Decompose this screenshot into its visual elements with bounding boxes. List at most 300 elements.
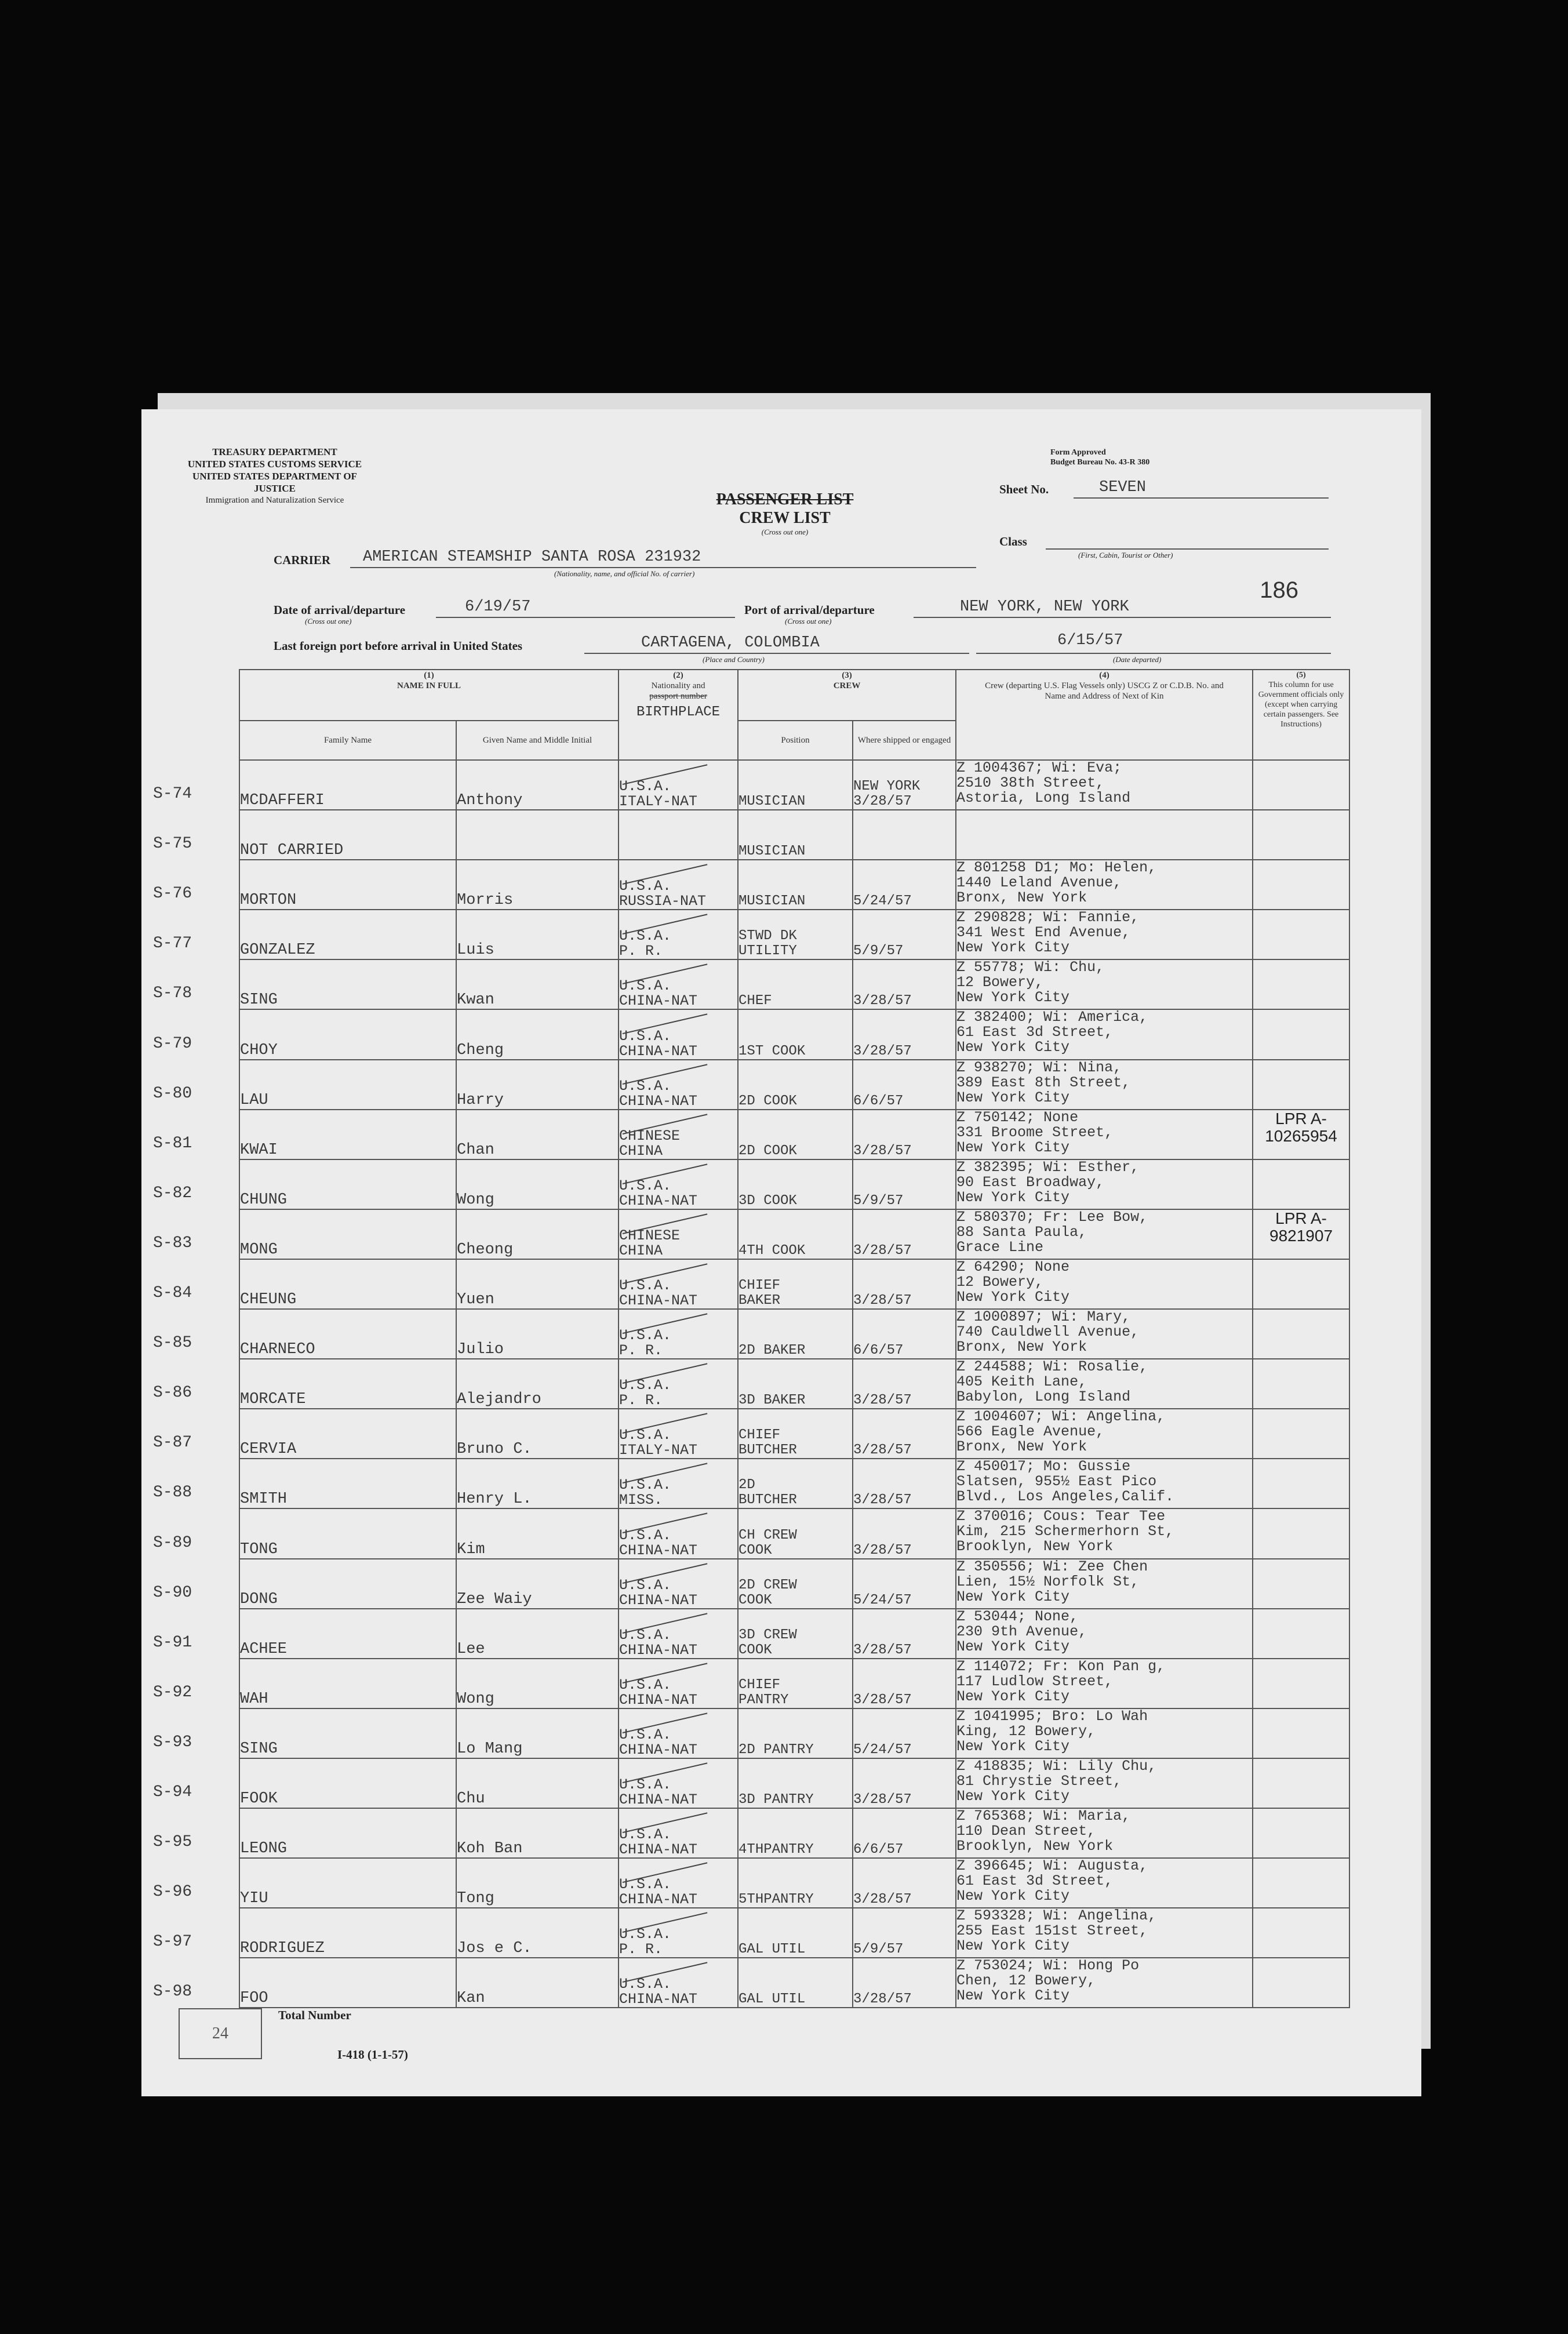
crew-row: [239, 810, 1349, 860]
nationality-cell: [619, 1858, 738, 1908]
position-cell: 2D CREW COOK: [738, 1559, 853, 1609]
position-cell: CHIEF BUTCHER: [738, 1409, 853, 1459]
crew-row: [239, 1459, 1349, 1508]
position-cell: 2D COOK: [738, 1110, 853, 1159]
next-of-kin-cell: Z 114072; Fr: Kon Pan g, 117 Ludlow Street, New York City: [956, 1659, 1253, 1708]
crew-row: [239, 1858, 1349, 1908]
official-note-cell: [1253, 1009, 1349, 1059]
shipped-cell: 3/28/57: [853, 1359, 956, 1409]
official-note-cell: [1253, 1808, 1349, 1858]
nationality-line-2: MISS.: [619, 1492, 663, 1509]
arrival-port-value: NEW YORK, NEW YORK: [960, 598, 1129, 616]
nationality-cell: [619, 910, 738, 959]
position-cell: MUSICIAN: [738, 860, 853, 910]
official-note-cell: [1253, 1459, 1349, 1508]
given-name-cell: Harry: [456, 1060, 619, 1110]
row-number: S-98: [153, 1983, 192, 2001]
row-number: S-87: [153, 1434, 192, 1452]
shipped-cell: 3/28/57: [853, 1609, 956, 1659]
given-name-cell: Lee: [456, 1609, 619, 1659]
official-note-cell: [1253, 1309, 1349, 1359]
family-name-cell: MORCATE: [239, 1359, 456, 1409]
nationality-line-2: RUSSIA-NAT: [619, 893, 707, 910]
nationality-line-1: U.S.A.: [619, 1327, 672, 1344]
crew-row: [239, 1958, 1349, 2008]
nationality-line-1: U.S.A.: [619, 1676, 672, 1693]
nationality-cell: [619, 1908, 738, 1958]
nationality-cell: [619, 1060, 738, 1110]
next-of-kin-cell: Z 765368; Wi: Maria, 110 Dean Street, Brooklyn, New York: [956, 1808, 1253, 1858]
row-number: S-90: [153, 1583, 192, 1602]
agency-line-1: TREASURY DEPARTMENT: [212, 446, 337, 457]
nationality-cell: [619, 959, 738, 1009]
nationality-line-1: U.S.A.: [619, 1776, 672, 1793]
shipped-cell: 6/6/57: [853, 1060, 956, 1110]
col3-number: (3): [842, 671, 852, 680]
sheet-stamp-number: 186: [1260, 577, 1298, 603]
crew-rows: [239, 760, 1349, 2008]
crew-row: [239, 1159, 1349, 1209]
crew-table: [239, 669, 1350, 2008]
official-note-cell: [1253, 910, 1349, 959]
given-name-cell: Henry L.: [456, 1459, 619, 1508]
official-note-cell: [1253, 760, 1349, 810]
nationality-cell: [619, 1758, 738, 1808]
family-name-cell: MONG: [239, 1209, 456, 1259]
nationality-line-1: U.S.A.: [619, 1177, 672, 1194]
form-code: I-418 (1-1-57): [337, 2048, 408, 2062]
nationality-cell: [619, 1808, 738, 1858]
row-number: S-91: [153, 1633, 192, 1652]
shipped-cell: NEW YORK 3/28/57: [853, 760, 956, 810]
family-name-cell: FOO: [239, 1958, 456, 2008]
given-name-cell: Julio: [456, 1309, 619, 1359]
nationality-cell: [619, 1309, 738, 1359]
nationality-line-2: ITALY-NAT: [619, 1442, 698, 1459]
official-note-cell: [1253, 1559, 1349, 1609]
family-name-header: Family Name: [239, 721, 456, 760]
given-name-cell: Luis: [456, 910, 619, 959]
official-note-cell: [1253, 959, 1349, 1009]
class-note: (First, Cabin, Tourist or Other): [1078, 551, 1173, 559]
row-number: S-89: [153, 1533, 192, 1552]
official-note-cell: [1253, 810, 1349, 860]
family-name-cell: SING: [239, 1708, 456, 1758]
next-of-kin-cell: Z 418835; Wi: Lily Chu, 81 Chrystie Street, New York City: [956, 1758, 1253, 1808]
position-cell: 3D PANTRY: [738, 1758, 853, 1808]
row-number: S-83: [153, 1234, 192, 1252]
crew-row: [239, 910, 1349, 959]
given-name-cell: Yuen: [456, 1259, 619, 1309]
given-name-cell: Anthony: [456, 760, 619, 810]
col1-title: NAME IN FULL: [397, 681, 461, 690]
arrival-port-note: (Cross out one): [785, 617, 832, 626]
crew-row: [239, 1508, 1349, 1558]
arrival-port-line: [914, 617, 1331, 618]
arrival-date-label: Date of arrival/departure: [274, 603, 406, 617]
col4-number: (4): [1099, 671, 1109, 680]
family-name-cell: YIU: [239, 1858, 456, 1908]
position-cell: GAL UTIL: [738, 1908, 853, 1958]
family-name-cell: CERVIA: [239, 1409, 456, 1459]
position-cell: CHIEF BAKER: [738, 1259, 853, 1309]
nationality-line-1: U.S.A.: [619, 1027, 672, 1045]
official-note-cell: [1253, 1060, 1349, 1110]
nationality-line-2: CHINA: [619, 1242, 663, 1259]
shipped-cell: 3/28/57: [853, 1508, 956, 1558]
sheet-number-label: Sheet No.: [999, 482, 1049, 496]
position-cell: 2D COOK: [738, 1060, 853, 1110]
approval-line-2: Budget Bureau No. 43-R 380: [1050, 458, 1150, 467]
nationality-cell: [619, 760, 738, 810]
official-note-cell: [1253, 860, 1349, 910]
nationality-cell: [619, 1409, 738, 1459]
given-name-cell: Chan: [456, 1110, 619, 1159]
nationality-cell: [619, 1259, 738, 1309]
nationality-line-2: CHINA-NAT: [619, 1841, 698, 1859]
position-cell: MUSICIAN: [738, 760, 853, 810]
nationality-line-1: U.S.A.: [619, 1826, 672, 1844]
nationality-line-1: U.S.A.: [619, 1926, 672, 1943]
shipped-cell: 3/28/57: [853, 959, 956, 1009]
family-name-cell: RODRIGUEZ: [239, 1908, 456, 1958]
col2-struck: passport number: [649, 692, 707, 701]
row-number: S-97: [153, 1933, 192, 1951]
row-number: S-88: [153, 1484, 192, 1502]
carrier-line: [350, 567, 976, 568]
nationality-line-2: CHINA-NAT: [619, 1741, 698, 1758]
given-name-cell: Wong: [456, 1659, 619, 1708]
position-cell: CHEF: [738, 959, 853, 1009]
passenger-list-title: PASSENGER LIST: [716, 490, 854, 508]
nationality-line-2: CHINA-NAT: [619, 1691, 698, 1708]
crew-row: [239, 1708, 1349, 1758]
nationality-line-2: CHINA-NAT: [619, 1641, 698, 1659]
position-cell: 1ST COOK: [738, 1009, 853, 1059]
nationality-line-1: CHINESE: [619, 1227, 681, 1244]
position-cell: 4THPANTRY: [738, 1808, 853, 1858]
family-name-cell: MCDAFFERI: [239, 760, 456, 810]
nationality-line-2: P. R.: [619, 943, 663, 960]
given-name-cell: Jos e C.: [456, 1908, 619, 1958]
position-cell: 2D PANTRY: [738, 1708, 853, 1758]
row-number: S-79: [153, 1034, 192, 1053]
nationality-line-2: CHINA-NAT: [619, 1591, 698, 1609]
given-name-cell: Wong: [456, 1159, 619, 1209]
nationality-cell: [619, 1659, 738, 1708]
nationality-cell: [619, 1359, 738, 1409]
family-name-cell: CHUNG: [239, 1159, 456, 1209]
shipped-cell: 3/28/57: [853, 1958, 956, 2008]
family-name-cell: SMITH: [239, 1459, 456, 1508]
crew-row: [239, 1309, 1349, 1359]
row-number: S-84: [153, 1284, 192, 1302]
nationality-line-1: U.S.A.: [619, 1077, 672, 1095]
family-name-cell: KWAI: [239, 1110, 456, 1159]
nationality-cell: [619, 860, 738, 910]
row-number: S-74: [153, 785, 192, 803]
nationality-cell: [619, 1159, 738, 1209]
next-of-kin-cell: Z 53044; None, 230 9th Avenue, New York City: [956, 1609, 1253, 1659]
family-name-cell: FOOK: [239, 1758, 456, 1808]
approval-line-1: Form Approved: [1050, 448, 1106, 457]
total-number-box: 24: [179, 2008, 262, 2059]
position-cell: GAL UTIL: [738, 1958, 853, 2008]
official-note-cell: [1253, 1259, 1349, 1309]
official-note-cell: [1253, 1958, 1349, 2008]
nationality-cell: [619, 1508, 738, 1558]
official-note-cell: [1253, 1858, 1349, 1908]
position-cell: 3D COOK: [738, 1159, 853, 1209]
form-title: [663, 490, 907, 537]
family-name-cell: CHOY: [239, 1009, 456, 1059]
given-name-cell: Kan: [456, 1958, 619, 2008]
position-cell: MUSICIAN: [738, 810, 853, 860]
nationality-line-2: CHINA-NAT: [619, 1891, 698, 1908]
nationality-line-1: U.S.A.: [619, 977, 672, 995]
position-cell: CH CREW COOK: [738, 1508, 853, 1558]
shipped-cell: 3/28/57: [853, 1009, 956, 1059]
shipped-cell: 5/9/57: [853, 1908, 956, 1958]
last-port-line: [584, 653, 969, 654]
last-port-date-note: (Date departed): [1113, 655, 1162, 664]
next-of-kin-cell: Z 1041995; Bro: Lo Wah King, 12 Bowery, New York City: [956, 1708, 1253, 1758]
position-cell: 3D CREW COOK: [738, 1609, 853, 1659]
nationality-cell: [619, 1009, 738, 1059]
class-line: [1046, 548, 1329, 550]
carrier-value: AMERICAN STEAMSHIP SANTA ROSA 231932: [363, 548, 701, 566]
nationality-line-1: U.S.A.: [619, 1626, 672, 1644]
shipped-cell: 5/24/57: [853, 1559, 956, 1609]
nationality-line-1: U.S.A.: [619, 1477, 672, 1494]
next-of-kin-cell: Z 396645; Wi: Augusta, 61 East 3d Street, New York City: [956, 1858, 1253, 1908]
official-note-cell: [1253, 1409, 1349, 1459]
position-cell: 3D BAKER: [738, 1359, 853, 1409]
official-note-cell: [1253, 1359, 1349, 1409]
last-port-note: (Place and Country): [703, 655, 765, 664]
col4-title: Crew (departing U.S. Flag Vessels only) USCG Z or C.D.B. No. and Name and Address of Next of Kin: [985, 681, 1224, 701]
given-name-cell: Lo Mang: [456, 1708, 619, 1758]
next-of-kin-cell: Z 938270; Wi: Nina, 389 East 8th Street, New York City: [956, 1060, 1253, 1110]
row-number: S-77: [153, 935, 192, 953]
next-of-kin-cell: Z 350556; Wi: Zee Chen Lien, 15½ Norfolk St, New York City: [956, 1559, 1253, 1609]
family-name-cell: DONG: [239, 1559, 456, 1609]
row-number: S-76: [153, 885, 192, 903]
next-of-kin-cell: Z 290828; Wi: Fannie, 341 West End Avenue, New York City: [956, 910, 1253, 959]
agency-line-2: UNITED STATES CUSTOMS SERVICE: [187, 459, 362, 470]
crew-row: [239, 860, 1349, 910]
carrier-note: (Nationality, name, and official No. of carrier): [554, 569, 695, 578]
given-name-cell: Bruno C.: [456, 1409, 619, 1459]
col1-number: (1): [424, 671, 434, 680]
next-of-kin-cell: Z 382400; Wi: America, 61 East 3d Street, New York City: [956, 1009, 1253, 1059]
official-note-cell: [1253, 1908, 1349, 1958]
crew-row: [239, 959, 1349, 1009]
crew-row: [239, 1060, 1349, 1110]
nationality-line-2: CHINA-NAT: [619, 1791, 698, 1808]
nationality-cell: [619, 1459, 738, 1508]
title-cross-out-note: (Cross out one): [761, 528, 809, 536]
nationality-line-1: U.S.A.: [619, 1876, 672, 1893]
crew-row: [239, 1209, 1349, 1259]
col5-number: (5): [1296, 671, 1306, 679]
nationality-line-1: U.S.A.: [619, 1976, 672, 1993]
next-of-kin-cell: Z 382395; Wi: Esther, 90 East Broadway, New York City: [956, 1159, 1253, 1209]
next-of-kin-cell: Z 370016; Cous: Tear Tee Kim, 215 Schermerhorn St, Brooklyn, New York: [956, 1508, 1253, 1558]
position-cell: 5THPANTRY: [738, 1858, 853, 1908]
crew-list-title: CREW LIST: [739, 509, 831, 527]
nationality-line-2: P. R.: [619, 1392, 663, 1409]
position-cell: CHIEF PANTRY: [738, 1659, 853, 1708]
arrival-port-label: Port of arrival/departure: [744, 603, 875, 617]
next-of-kin-cell: [956, 810, 1253, 860]
nationality-line-1: U.S.A.: [619, 878, 672, 895]
row-number: S-80: [153, 1084, 192, 1103]
nationality-line-1: U.S.A.: [619, 778, 672, 795]
nationality-line-2: CHINA-NAT: [619, 1042, 698, 1060]
agency-line-3: UNITED STATES DEPARTMENT OF JUSTICE: [192, 471, 357, 494]
family-name-cell: CHEUNG: [239, 1259, 456, 1309]
nationality-line-1: U.S.A.: [619, 1427, 672, 1444]
row-number: S-75: [153, 835, 192, 853]
nationality-cell: [619, 1708, 738, 1758]
next-of-kin-cell: Z 64290; None 12 Bowery, New York City: [956, 1259, 1253, 1309]
next-of-kin-cell: Z 55778; Wi: Chu, 12 Bowery, New York City: [956, 959, 1253, 1009]
official-note-cell: [1253, 1758, 1349, 1808]
sheet-number-line: [1074, 497, 1329, 499]
next-of-kin-cell: Z 753024; Wi: Hong Po Chen, 12 Bowery, New York City: [956, 1958, 1253, 2008]
nationality-line-1: U.S.A.: [619, 1576, 672, 1594]
next-of-kin-cell: Z 750142; None 331 Broome Street, New York City: [956, 1110, 1253, 1159]
next-of-kin-cell: Z 450017; Mo: Gussie Slatsen, 955½ East Pico Blvd., Los Angeles,Calif.: [956, 1459, 1253, 1508]
given-name-cell: [456, 810, 619, 860]
last-port-date-line: [976, 653, 1331, 654]
next-of-kin-cell: Z 1004367; Wi: Eva; 2510 38th Street, Astoria, Long Island: [956, 760, 1253, 810]
crew-row: [239, 1409, 1349, 1459]
family-name-cell: ACHEE: [239, 1609, 456, 1659]
col5-title: This column for use Government officials only (except when carrying certain passengers. See Instructions): [1258, 681, 1344, 729]
family-name-cell: MORTON: [239, 860, 456, 910]
shipped-cell: 3/28/57: [853, 1259, 956, 1309]
nationality-line-2: CHINA-NAT: [619, 1991, 698, 2008]
nationality-line-1: CHINESE: [619, 1127, 681, 1144]
crew-row: [239, 1259, 1349, 1309]
arrival-date-note: (Cross out one): [305, 617, 352, 626]
official-note-cell: [1253, 1159, 1349, 1209]
next-of-kin-cell: Z 1004607; Wi: Angelina, 566 Eagle Avenue, Bronx, New York: [956, 1409, 1253, 1459]
class-label: Class: [999, 535, 1027, 548]
nationality-line-1: U.S.A.: [619, 1726, 672, 1743]
agency-header: [176, 446, 373, 507]
shipped-header: Where shipped or engaged: [853, 721, 956, 760]
row-number: S-78: [153, 984, 192, 1003]
given-name-cell: Cheong: [456, 1209, 619, 1259]
position-cell: 2D BAKER: [738, 1309, 853, 1359]
crew-row: [239, 1808, 1349, 1858]
next-of-kin-cell: Z 580370; Fr: Lee Bow, 88 Santa Paula, Grace Line: [956, 1209, 1253, 1259]
nationality-line-2: CHINA-NAT: [619, 1542, 698, 1559]
given-name-cell: Cheng: [456, 1009, 619, 1059]
col2-written: BIRTHPLACE: [636, 704, 721, 720]
nationality-cell: [619, 1559, 738, 1609]
given-name-cell: Tong: [456, 1858, 619, 1908]
row-number: S-96: [153, 1883, 192, 1902]
crew-row: [239, 1659, 1349, 1708]
row-number: S-94: [153, 1783, 192, 1801]
last-port-value: CARTAGENA, COLOMBIA: [641, 634, 820, 652]
nationality-cell: [619, 1609, 738, 1659]
carrier-label: CARRIER: [274, 553, 331, 567]
position-cell: 4TH COOK: [738, 1209, 853, 1259]
col5-header: [1253, 670, 1349, 760]
nationality-cell: [619, 1110, 738, 1159]
nationality-line-2: CHINA-NAT: [619, 1092, 698, 1110]
shipped-cell: 6/6/57: [853, 1309, 956, 1359]
given-name-header: Given Name and Middle Initial: [456, 721, 619, 760]
position-header: Position: [738, 721, 853, 760]
shipped-cell: 3/28/57: [853, 1858, 956, 1908]
col2-header: [619, 670, 738, 760]
shipped-cell: 3/28/57: [853, 1409, 956, 1459]
total-number-label: Total Number: [278, 2008, 351, 2022]
official-note-cell: LPR A-9821907: [1253, 1209, 1349, 1259]
row-number: S-81: [153, 1134, 192, 1153]
nationality-line-2: P. R.: [619, 1941, 663, 1958]
crew-row: [239, 1758, 1349, 1808]
nationality-cell: [619, 810, 738, 860]
crew-row: [239, 760, 1349, 810]
given-name-cell: Koh Ban: [456, 1808, 619, 1858]
official-note-cell: [1253, 1609, 1349, 1659]
row-number: S-82: [153, 1184, 192, 1202]
crew-row: [239, 1609, 1349, 1659]
crew-row: [239, 1559, 1349, 1609]
next-of-kin-cell: Z 593328; Wi: Angelina, 255 East 151st Street, New York City: [956, 1908, 1253, 1958]
shipped-cell: 6/6/57: [853, 1808, 956, 1858]
shipped-cell: 3/28/57: [853, 1758, 956, 1808]
row-number: S-92: [153, 1683, 192, 1702]
shipped-cell: 3/28/57: [853, 1659, 956, 1708]
arrival-date-value: 6/19/57: [465, 598, 531, 616]
nationality-line-2: ITALY-NAT: [619, 793, 698, 810]
shipped-cell: [853, 810, 956, 860]
row-number: S-86: [153, 1384, 192, 1402]
shipped-cell: 3/28/57: [853, 1459, 956, 1508]
nationality-line-2: CHINA-NAT: [619, 1292, 698, 1310]
nationality-line-2: P. R.: [619, 1342, 663, 1359]
family-name-cell: SING: [239, 959, 456, 1009]
crew-row: [239, 1009, 1349, 1059]
official-note-cell: LPR A-10265954: [1253, 1110, 1349, 1159]
nationality-line-1: U.S.A.: [619, 1277, 672, 1295]
family-name-cell: CHARNECO: [239, 1309, 456, 1359]
next-of-kin-cell: Z 244588; Wi: Rosalie, 405 Keith Lane, Babylon, Long Island: [956, 1359, 1253, 1409]
family-name-cell: GONZALEZ: [239, 910, 456, 959]
position-cell: STWD DK UTILITY: [738, 910, 853, 959]
nationality-line-2: CHINA-NAT: [619, 993, 698, 1010]
row-number: S-93: [153, 1733, 192, 1751]
position-cell: 2D BUTCHER: [738, 1459, 853, 1508]
given-name-cell: Alejandro: [456, 1359, 619, 1409]
approval-block: [1050, 448, 1149, 467]
family-name-cell: NOT CARRIED: [239, 810, 456, 860]
shipped-cell: 3/28/57: [853, 1110, 956, 1159]
nationality-line-1: U.S.A.: [619, 928, 672, 945]
crew-row: [239, 1908, 1349, 1958]
shipped-cell: 5/24/57: [853, 1708, 956, 1758]
official-note-cell: [1253, 1508, 1349, 1558]
col3-title: CREW: [833, 681, 861, 690]
